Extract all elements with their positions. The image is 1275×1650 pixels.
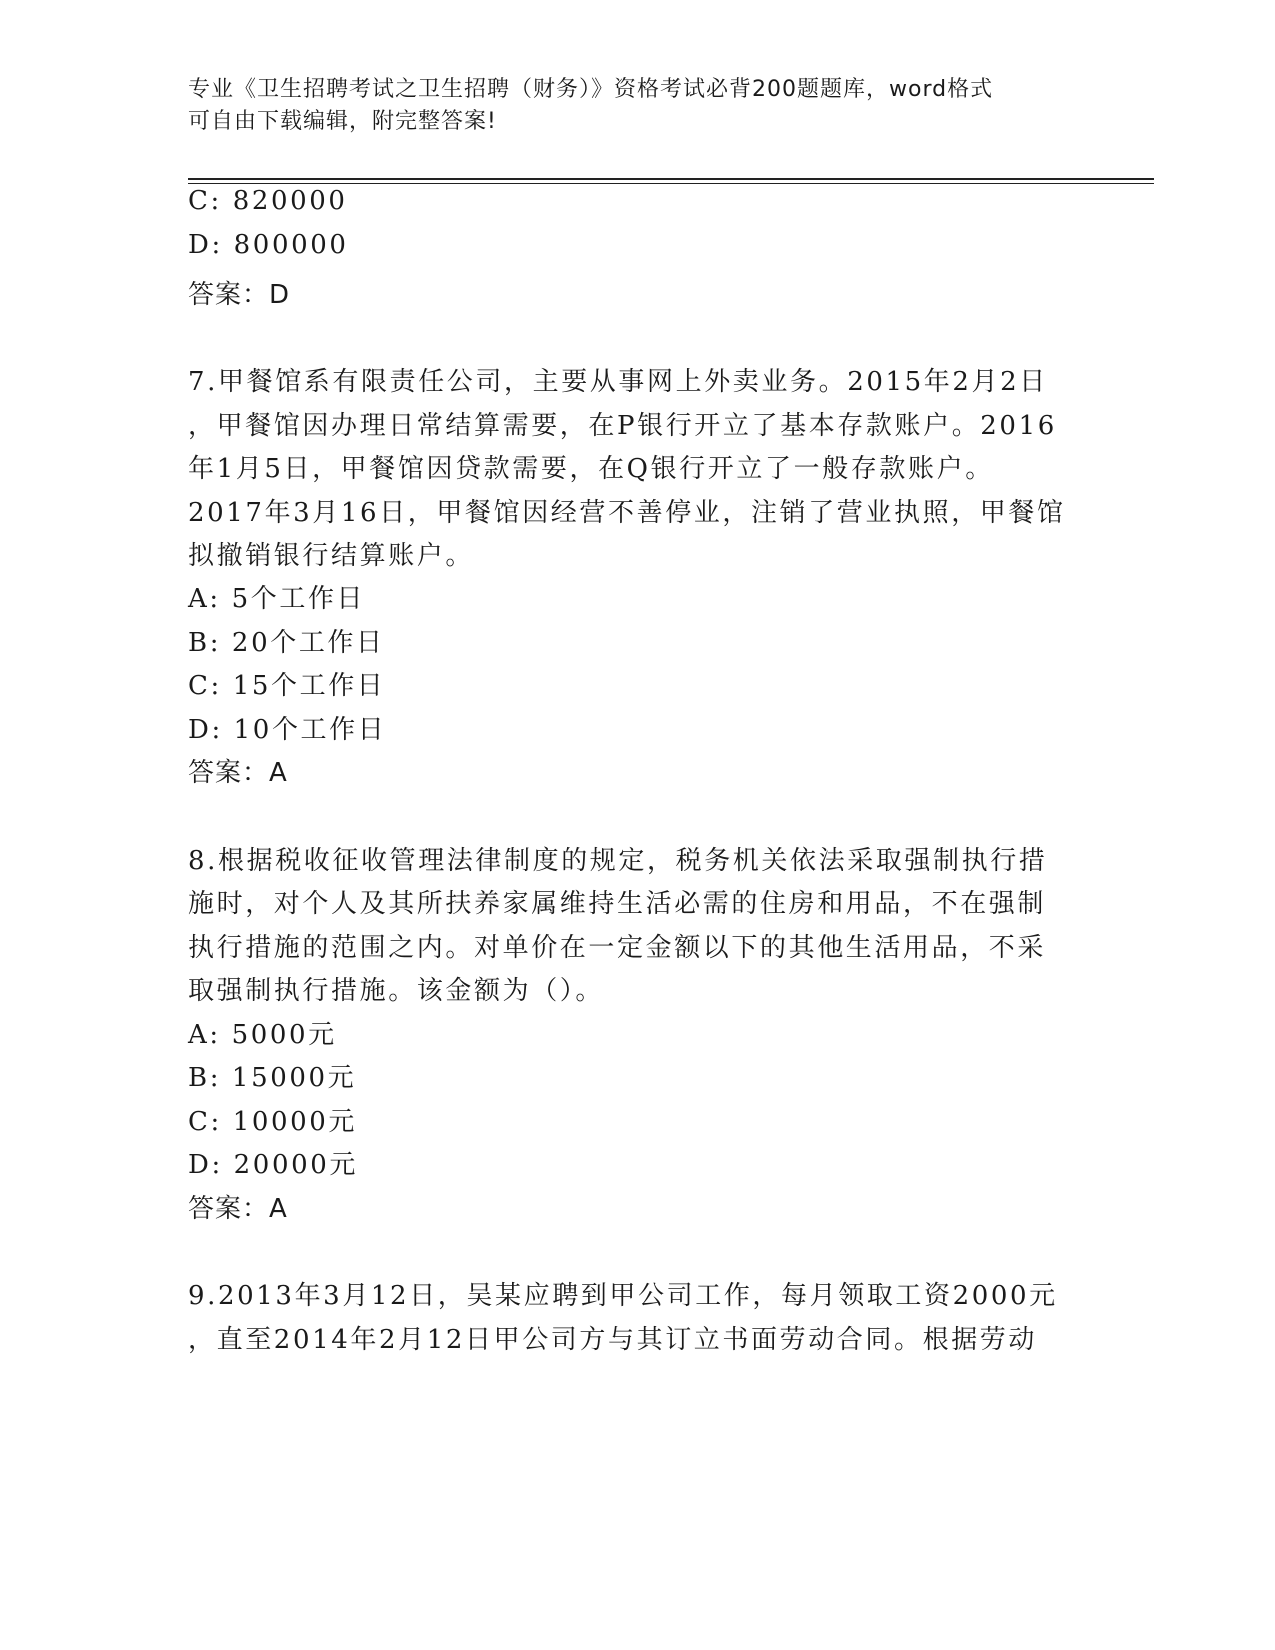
q8-stem-line-2: 施时，对个人及其所扶养家属维持生活必需的住房和用品，不在强制 xyxy=(188,889,1047,919)
q8-stem-line-1: 8.根据税收征收管理法律制度的规定，税务机关依法采取强制执行措 xyxy=(188,846,1048,876)
q7-stem-line-5: 拟撤销银行结算账户。 xyxy=(188,541,475,571)
header-divider-thick xyxy=(188,178,1154,180)
q7-option-b: B: 20个工作日 xyxy=(188,628,385,658)
q7-option-d: D: 10个工作日 xyxy=(188,715,387,745)
q7-stem-line-1: 7.甲餐馆系有限责任公司，主要从事网上外卖业务。2015年2月2日 xyxy=(188,367,1048,397)
header-divider-thin xyxy=(188,183,1154,184)
header-title-line-1: 专业《卫生招聘考试之卫生招聘（财务）》资格考试必背200题题库，word格式 xyxy=(188,77,994,102)
q8-option-b: B: 15000元 xyxy=(188,1063,357,1093)
header-title-line-2: 可自由下载编辑，附完整答案! xyxy=(188,109,497,134)
q7-answer: 答案：A xyxy=(188,758,288,788)
document-header xyxy=(188,74,1068,138)
q9-stem-line-2: ，直至2014年2月12日甲公司方与其订立书面劳动合同。根据劳动 xyxy=(188,1325,1037,1355)
q8-option-a: A: 5000元 xyxy=(188,1020,337,1050)
q8-answer: 答案：A xyxy=(188,1194,288,1224)
q8-stem-line-4: 取强制执行措施。该金额为（）。 xyxy=(188,976,605,1006)
q8-option-d: D: 20000元 xyxy=(188,1150,358,1180)
q7-stem-line-4: 2017年3月16日，甲餐馆因经营不善停业，注销了营业执照，甲餐馆 xyxy=(188,498,1066,528)
q6-option-d: D: 800000 xyxy=(188,230,349,260)
q8-option-c: C: 10000元 xyxy=(188,1107,358,1137)
q7-stem-line-2: ，甲餐馆因办理日常结算需要，在P银行开立了基本存款账户。2016 xyxy=(188,411,1057,441)
q7-option-a: A: 5个工作日 xyxy=(188,584,366,614)
q6-answer: 答案：D xyxy=(188,280,291,310)
q6-option-c: C: 820000 xyxy=(188,186,348,216)
q7-option-c: C: 15个工作日 xyxy=(188,671,386,701)
q7-stem-line-3: 年1月5日，甲餐馆因贷款需要，在Q银行开立了一般存款账户。 xyxy=(188,454,994,484)
q9-stem-line-1: 9.2013年3月12日，吴某应聘到甲公司工作，每月领取工资2000元 xyxy=(188,1281,1058,1311)
q8-stem-line-3: 执行措施的范围之内。对单价在一定金额以下的其他生活用品，不采 xyxy=(188,933,1047,963)
